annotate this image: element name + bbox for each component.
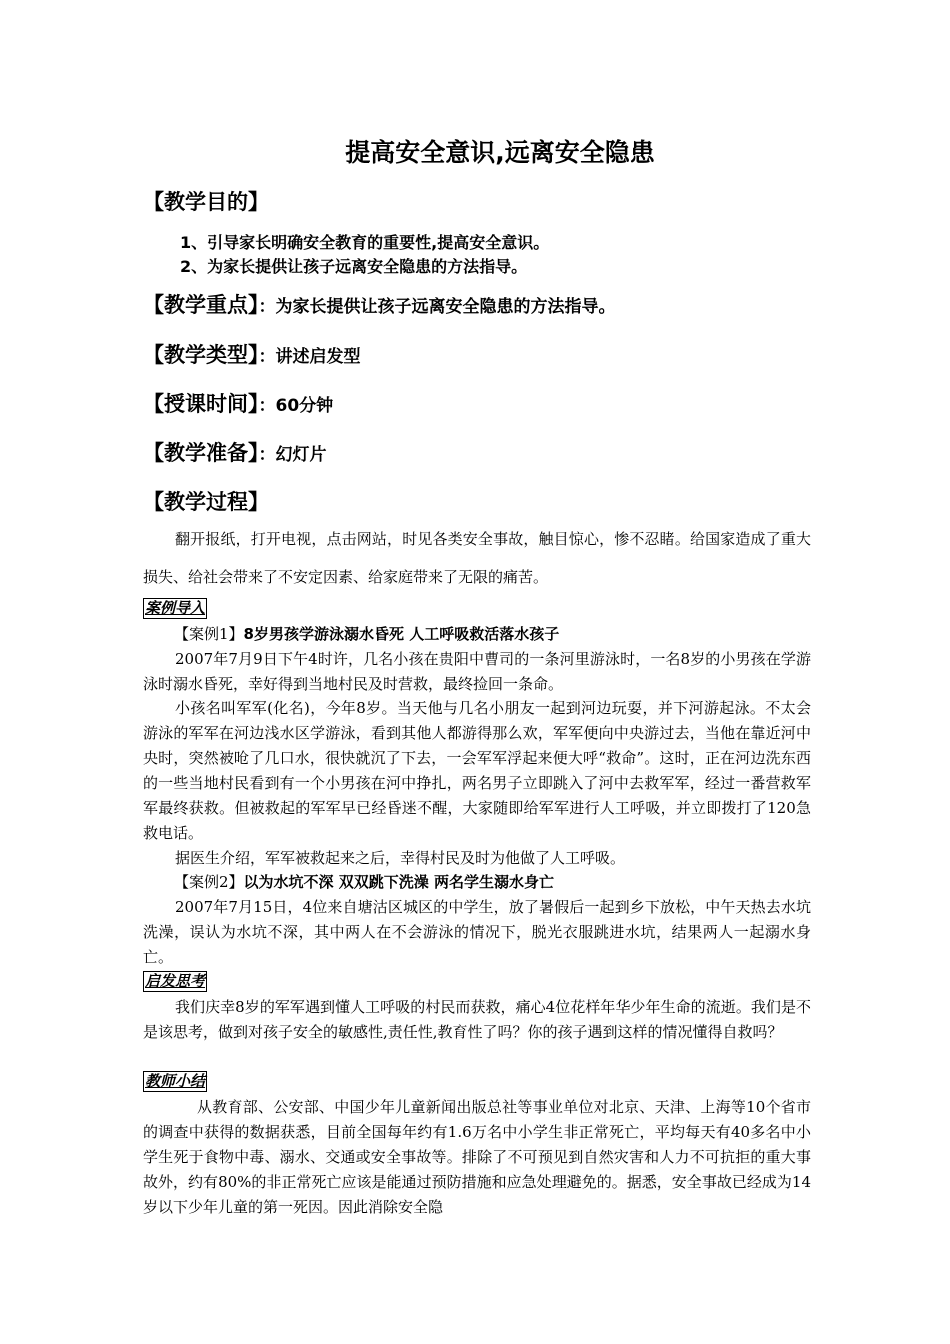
summary-paragraph: 从教育部、公安部、中国少年儿童新闻出版总社等事业单位对北京、天津、上海等10个省市的调查中获得的数据获悉，目前全国每年约有1.6万名中小学生非正常死亡，平均每天有40多名中小学生死于食物中毒、溺水、交通或安全事故等。排除了不可预见到自然灾害和人力不可抗拒的重大事故外，约有80%的非正常死亡应该是能通过预防措施和应急处理避免的。据悉，安全事故已经成为14岁以下少年儿童的第一死因。因此消除安全隐 <box>143 1098 811 1216</box>
section-focus-heading: 【教学重点】 <box>143 293 259 317</box>
intro-paragraph: 翻开报纸，打开电视，点击网站，时见各类安全事故，触目惊心，惨不忍睹。给国家造成了重大损失、给社会带来了不安定因素、给家庭带来了无限的痛苦。 <box>143 530 811 586</box>
case2-prefix: 【案例2】 <box>174 873 244 891</box>
section-type-heading: 【教学类型】 <box>143 343 259 367</box>
section-prep-value: ：幻灯片 <box>258 445 327 465</box>
case1-prefix: 【案例1】 <box>174 625 244 643</box>
section-type-value: ：讲述启发型 <box>258 347 361 367</box>
case2-title <box>174 871 554 892</box>
section-time <box>143 388 333 418</box>
case1-headline: 8岁男孩学游泳溺水昏死 人工呼吸救活落水孩子 <box>243 625 560 643</box>
case2-paragraph-1: 2007年7月15日，4位来自塘沽区城区的中学生，放了暑假后一起到乡下放松，中午天热去水坑洗澡，误认为水坑不深，其中两人在不会游泳的情况下，脱光衣服跳进水坑，结果两人一起溺水身亡。 <box>143 898 811 966</box>
section-type <box>143 339 361 369</box>
section-time-value: ：60分钟 <box>258 396 334 416</box>
section-focus-value: ：为家长提供让孩子远离安全隐患的方法指导。 <box>258 297 616 317</box>
case1-paragraph-2: 小孩名叫军军(化名)，今年8岁。当天他与几名小朋友一起到河边玩耍，并下河游起泳。不太会游泳的军军在河边浅水区学游泳，看到其他人都游得那么欢，军军便向中央游过去，当他在靠近河中央时，突然被呛了几口水，很快就沉了下去，一会军军浮起来便大呼“救命”。这时，正在河边洗东西的一些当地村民看到有一个小男孩在河中挣扎，两名男子立即跳入了河中去救军军，经过一番营救军军最终获救。但被救起的军军早已经昏迷不醒，大家随即给军军进行人工呼吸，并立即拨打了120急救电话。 <box>143 699 811 842</box>
case1-title <box>174 623 559 644</box>
case2-headline: 以为水坑不深 双双跳下洗澡 两名学生溺水身亡 <box>243 873 554 891</box>
goal-item-2: 2、为家长提供让孩子远离安全隐患的方法指导。 <box>180 257 528 276</box>
case1-paragraph-1: 2007年7月9日下午4时许，几名小孩在贵阳中曹司的一条河里游泳时，一名8岁的小男孩在学游泳时溺水昏死，幸好得到当地村民及时营救，最终捡回一条命。 <box>143 650 811 693</box>
reflection-label: 启发思考 <box>145 972 206 990</box>
section-focus <box>143 289 616 319</box>
goal-item-1: 1、引导家长明确安全教育的重要性,提高安全意识。 <box>180 233 550 252</box>
reflection-paragraph: 我们庆幸8岁的军军遇到懂人工呼吸的村民而获救，痛心4位花样年华少年生命的流逝。我们是不是该思考，做到对孩子安全的敏感性,责任性,教育性了吗？你的孩子遇到这样的情况懂得自救吗？ <box>143 998 811 1041</box>
section-purpose-heading: 【教学目的】 <box>143 190 269 214</box>
case-intro-label: 案例导入 <box>145 599 206 617</box>
section-prep-heading: 【教学准备】 <box>143 441 259 465</box>
document-title: 提高安全意识,远离安全隐患 <box>345 138 655 167</box>
case1-paragraph-3: 据医生介绍，军军被救起来之后，幸得村民及时为他做了人工呼吸。 <box>175 849 626 867</box>
section-prep <box>143 437 327 467</box>
summary-label: 教师小结 <box>145 1072 206 1090</box>
section-process-heading: 【教学过程】 <box>143 490 269 514</box>
section-time-heading: 【授课时间】 <box>143 392 259 416</box>
